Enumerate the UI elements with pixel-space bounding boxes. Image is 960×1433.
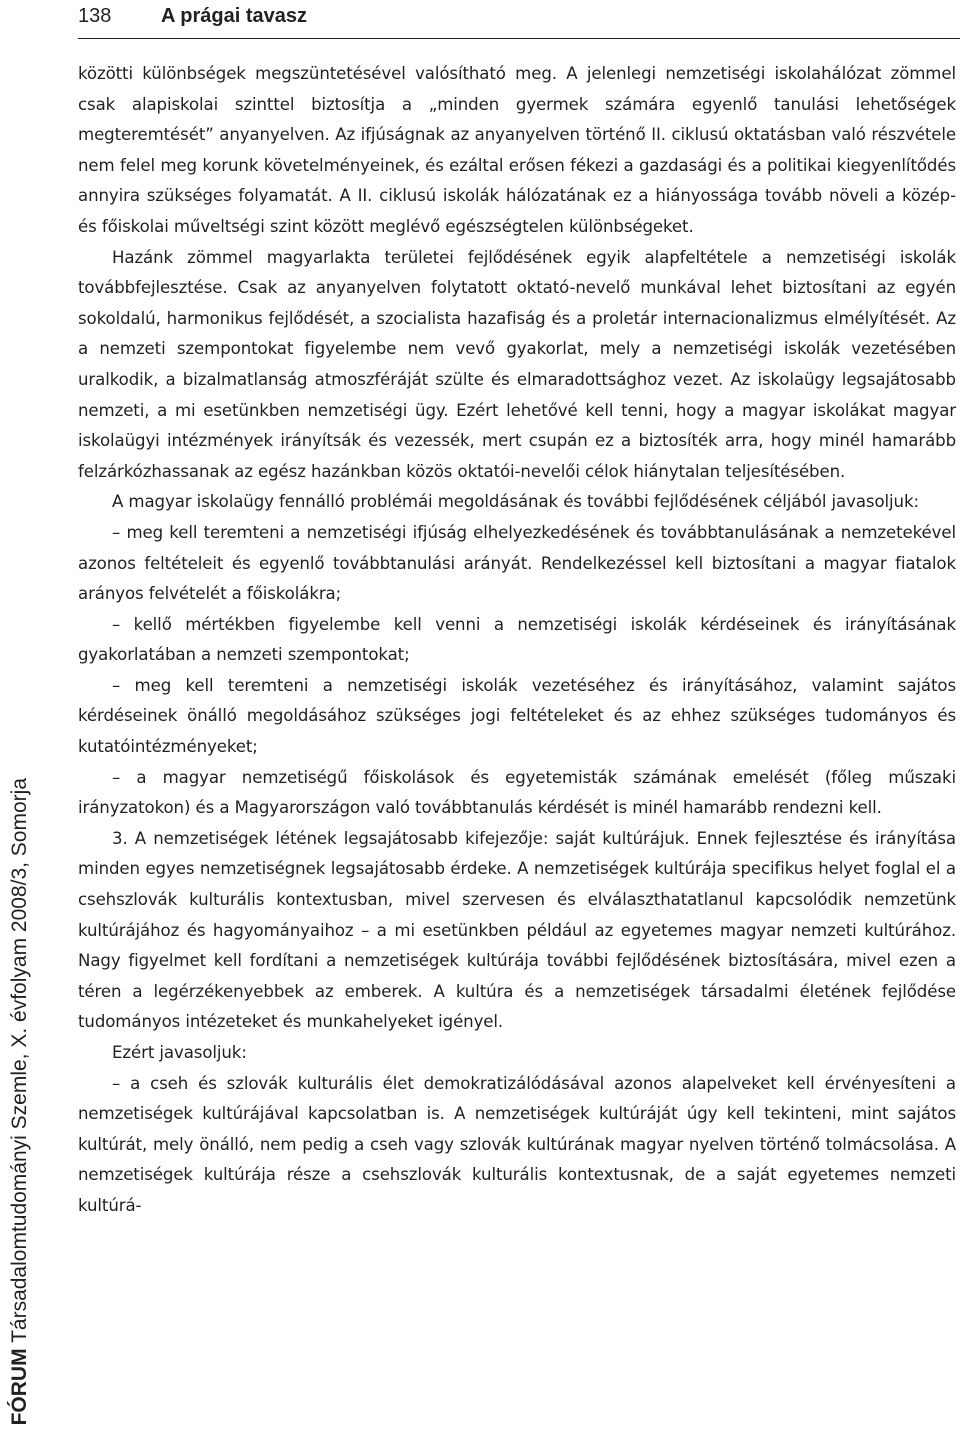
page-header: [78, 0, 960, 42]
journal-name: FÓRUM: [8, 1348, 31, 1425]
paragraph: Hazánk zömmel magyarlakta területei fejlődésének egyik alapfeltétele a nemzetiségi iskolák továbbfejlesztése. Csak az anyanyelven folytatott oktató-nevelő munkával lehet biztosítani az egyén sokoldalú, harmonikus fejlődését, a szocialista hazafiság és a proletár internacionalizmus elmélyítését. Az a nemzeti szempontokat figyelembe nem vevő gyakorlat, mely a nemzetiségi iskolák vezetésében uralkodik, a bizalmatlanság atmoszféráját szülte és elmaradottsághoz vezet. Az iskolaügy legsajátosabb nemzeti, a mi esetünkben nemzetiségi ügy. Ezért lehetővé kell tenni, hogy a magyar iskolákat magyar iskolaügyi intézmények irányítsák és vezessék, mert csupán ez a biztosíték arra, hogy minél hamarább felzárkózhassanak az egész hazánkban közös oktatói-nevelői célok hiánytalan teljesítésében.: [78, 247, 956, 481]
running-title: A prágai tavasz: [161, 5, 307, 27]
list-item: – meg kell teremteni a nemzetiségi ifjúság elhelyezkedésének és továbbtanulásának a nemzetekével azonos feltételeit és egyenlő továbbtanulási arányát. Rendelkezéssel kell biztosítani a magyar fiatalok arányos felvételét a főiskolákra;: [78, 522, 956, 604]
page-number: 138: [78, 5, 112, 27]
body-text: [78, 59, 956, 1222]
paragraph: 3. A nemzetiségek létének legsajátosabb kifejezője: saját kultúrájuk. Ennek fejlesztése és irányítása minden egyes nemzetiségnek legsajátosabb érdeke. A nemzetiségek kultúrája specifikus helyet foglal el a csehszlovák kulturális kontextusban, mivel szervesen és elválaszthatatlanul kapcsolódik nemzetünk kultúrájához és hagyományaihoz – a mi esetünkben például az egyetemes magyar nemzeti kultúrához. Nagy figyelmet kell fordítani a nemzetiségek kultúrája további fejlődésének biztosítására, mivel ezen a téren a legérzékenyebbek az emberek. A kultúra és a nemzetiségek társadalmi életének fejlődése tudományos intézeteket és munkahelyeket igényel.: [78, 828, 956, 1032]
header-rule: [78, 38, 960, 39]
paragraph: Ezért javasoljuk:: [112, 1043, 247, 1062]
paragraph: A magyar iskolaügy fennálló problémái megoldásának és további fejlődésének céljából javasoljuk:: [112, 492, 919, 512]
paragraph: közötti különbségek megszüntetésével valósítható meg. A jelenlegi nemzetiségi iskolahálózat zömmel csak alapiskolai szinttel biztosítja a „minden gyermek számára egyenlő tanulási lehetőségek megteremtését” anyanyelven. Az ifjúságnak az anyanyelven történő II. ciklusú oktatásban való részvétele nem felel meg korunk követelményeinek, és ezáltal erősen fékezi a gazdasági és a politikai kiegyenlítődés annyira szükséges folyamatát. A II. ciklusú iskolák hálózatának ez a hiányossága tovább növeli a közép- és főiskolai műveltségi szint között meglévő egészségtelen különbségeket.: [78, 64, 956, 236]
list-item: – a cseh és szlovák kulturális élet demokratizálódásával azonos alapelveket kell érvényesíteni a nemzetiségek kultúrájával kapcsolatban is. A nemzetiségek kultúráját úgy kell tekinteni, mint sajátos kultúrát, mely önálló, nem pedig a cseh vagy szlovák kultúrának magyar nyelven történő tolmácsolása. A nemzetiségek kultúrája része a csehszlovák kulturális kontextusnak, de a saját egyetemes nemzeti kultúrá-: [78, 1073, 956, 1215]
list-item: – meg kell teremteni a nemzetiségi iskolák vezetéséhez és irányításához, valamint sajátos kérdéseinek önálló megoldásához szükséges jogi feltételeket és az ehhez szükséges tudományos és kutatóintézményeket;: [78, 675, 956, 757]
journal-sidebar: [8, 778, 32, 1425]
list-item: – kellő mértékben figyelembe kell venni a nemzetiségi iskolák kérdéseinek és irányításának gyakorlatában a nemzeti szempontokat;: [78, 614, 956, 665]
list-item: – a magyar nemzetiségű főiskolások és egyetemisták számának emelését (főleg műszaki irányzatokon) és a Magyarországon való továbbtanulás kérdését is minél hamarább rendezni kell.: [78, 767, 956, 818]
journal-issue: Társadalomtudományi Szemle, X. évfolyam 2008/3, Somorja: [8, 777, 31, 1348]
